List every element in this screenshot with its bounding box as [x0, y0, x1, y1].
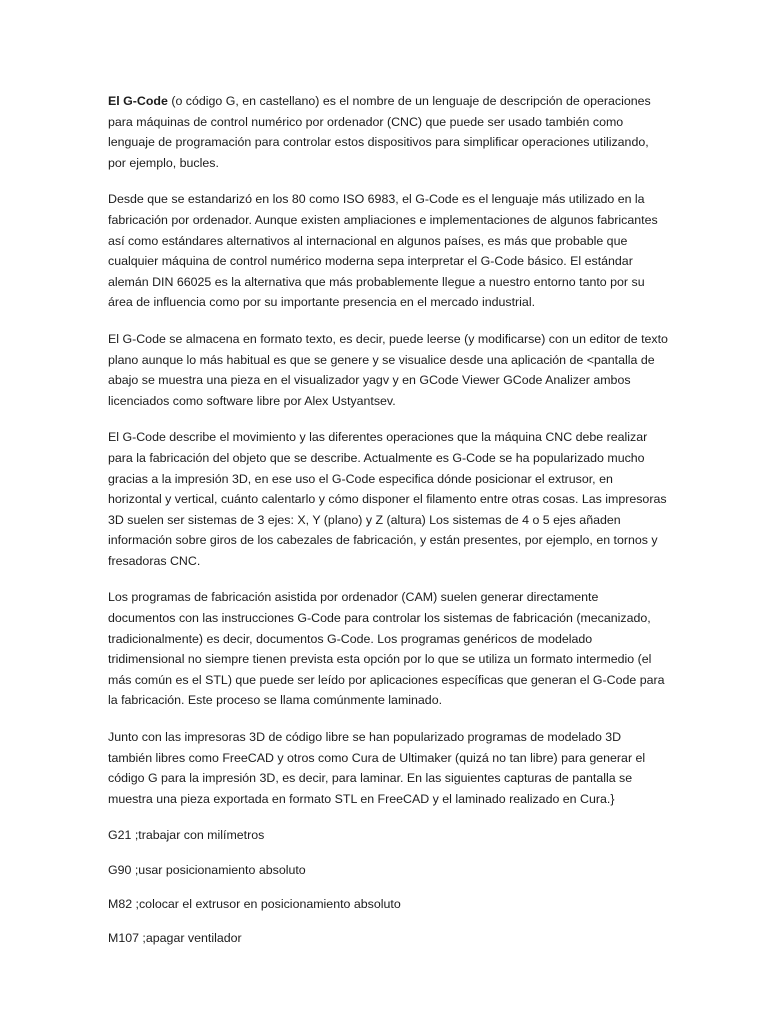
- code-line-m107: M107 ;apagar ventilador: [108, 930, 242, 945]
- paragraph-storage: El G-Code se almacena en formato texto, es decir, puede leerse (y modificarse) con un editor de texto plano aunque lo más habitual es que se genere y se visualice desde una aplicación de <pantalla de abajo se muestra una pieza en el visualizador yagv y en GCode Viewer GCode Analizer ambos licenciados como software libre por Alex Ustyantsev.: [108, 331, 668, 408]
- paragraph-movement: El G-Code describe el movimiento y las diferentes operaciones que la máquina CNC debe realizar para la fabricación del objeto que se describe. Actualmente es G-Code se ha popularizado mucho gracias a la impresión 3D, en ese uso el G-Code especifica dónde posicionar el extrusor, en horizontal y vertical, cuánto calentarlo y cómo disponer el filamento entre otras cosas. Las impresoras 3D suelen ser sistemas de 3 ejes: X, Y (plano) y Z (altura) Los sistemas de 4 o 5 ejes añaden información sobre giros de los cabezales de fabricación, y están presentes, por ejemplo, en tornos y fresadoras CNC.: [108, 430, 667, 568]
- code-line-g90: G90 ;usar posicionamiento absoluto: [108, 862, 306, 877]
- paragraph-open-source: Junto con las impresoras 3D de código libre se han popularizado programas de modelado 3D también libres como FreeCAD y otros como Cura de Ultimaker (quizá no tan libre) para generar el código G para la impresión 3D, es decir, para laminar. En las siguientes capturas de pantalla se muestra una pieza exportada en formato STL en FreeCAD y el laminado realizado en Cura.}: [108, 730, 646, 806]
- paragraph-intro-text: (o código G, en castellano) es el nombre de un lenguaje de descripción de operaciones para máquinas de control numérico por ordenador (CNC) que puede ser usado también como lenguaje de programación para controlar estos dispositivos para simplificar operaciones utilizando, por ejemplo, bucles.: [108, 94, 651, 170]
- paragraph-intro: [108, 91, 668, 173]
- paragraph-standardization: Desde que se estandarizó en los 80 como ISO 6983, el G-Code es el lenguaje más utilizado en la fabricación por ordenador. Aunque existen ampliaciones e implementaciones de algunos fabricantes así como estándares alternativos al internacional en algunos países, es más que probable que cualquier máquina de control numérico moderna sepa interpretar el G-Code básico. El estándar alemán DIN 66025 es la alternativa que más probablemente llegue a nuestro entorno tanto por su área de influencia como por su importante presencia en el mercado industrial.: [108, 192, 658, 310]
- paragraph-cam: Los programas de fabricación asistida por ordenador (CAM) suelen generar directamente documentos con las instrucciones G-Code para controlar los sistemas de fabricación (mecanizado, tradicionalmente) es decir, documentos G-Code. Los programas genéricos de modelado tridimensional no siempre tienen prevista esta opción por lo que se utiliza un formato intermedio (el más común es el STL) que puede ser leído por aplicaciones específicas que generan el G-Code para la fabricación. Este proceso se llama comúnmente laminado.: [108, 590, 665, 708]
- code-line-g21: G21 ;trabajar con milímetros: [108, 828, 265, 843]
- term-g-code: El G-Code: [108, 94, 168, 108]
- code-line-m82: M82 ;colocar el extrusor en posicionamiento absoluto: [108, 896, 401, 911]
- document-page: [108, 91, 668, 962]
